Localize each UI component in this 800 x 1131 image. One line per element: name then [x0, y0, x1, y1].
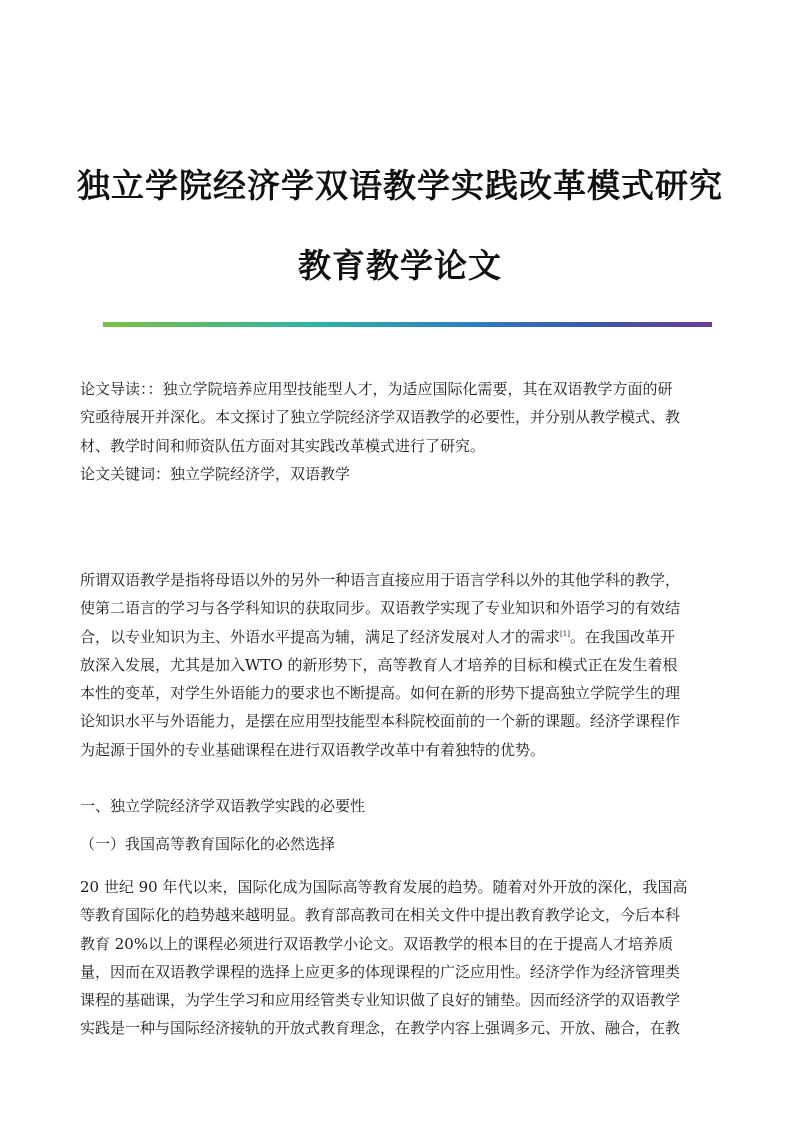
title-divider — [103, 322, 712, 327]
body-line: 为起源于国外的专业基础课程在进行双语教学改革中有着独特的优势。 — [80, 740, 546, 759]
body-line: 使第二语言的学习与各学科知识的获取同步。双语教学实现了专业知识和外语学习的有效结 — [80, 599, 681, 618]
intro-paragraph — [80, 566, 720, 764]
body-line-with-ref — [80, 623, 720, 651]
section-paragraph — [80, 873, 720, 1043]
body-line: 所谓双语教学是指将母语以外的另外一种语言直接应用于语言学科以外的其他学科的教学， — [80, 571, 681, 589]
abstract-line: 论文导读：：独立学院培养应用型技能型人才，为适应国际化需要，其在双语教学方面的研 — [80, 380, 673, 398]
body-line: 本性的变革，对学生外语能力的要求也不断提高。如何在新的形势下提高独立学院学生的理 — [80, 684, 681, 703]
page-title: 独立学院经济学双语教学实践改革模式研究 — [77, 166, 723, 205]
section-heading: 一、独立学院经济学双语教学实践的必要性 — [80, 797, 366, 815]
body-line: 论知识水平与外语能力，是摆在应用型技能型本科院校面前的一个新的课题。经济学课程作 — [80, 712, 681, 731]
body-line: 实践是一种与国际经济接轨的开放式教育理念，在教学内容上强调多元、开放、融合，在教 — [80, 1019, 681, 1038]
keywords: 论文关键词：独立学院经济学，双语教学 — [80, 464, 351, 483]
page-subtitle: 教育教学论文 — [298, 246, 502, 285]
abstract — [80, 375, 720, 488]
body-line-text: 合，以专业知识为主、外语水平提高为辅，满足了经济发展对人才的需求 — [80, 627, 561, 646]
body-line: 教育 20%以上的课程必须进行双语教学小论文。双语教学的根本目的在于提高人才培养质 — [80, 934, 674, 953]
citation-ref: [1] — [560, 629, 570, 638]
body-line: 等教育国际化的趋势越来越明显。教育部高教司在相关文件中提出教育教学论文，今后本科 — [80, 906, 681, 925]
body-line: 20 世纪 90 年代以来，国际化成为国际高等教育发展的趋势。随着对外开放的深化，我国高 — [80, 878, 688, 896]
abstract-line: 材、教学时间和师资队伍方面对其实践改革模式进行了研究。 — [80, 436, 486, 455]
body-line: 课程的基础课，为学生学习和应用经管类专业知识做了良好的铺垫。因而经济学的双语教学 — [80, 991, 681, 1010]
abstract-line: 究亟待展开并深化。本文探讨了独立学院经济学双语教学的必要性，并分别从教学模式、教 — [80, 408, 681, 427]
body-line-tail: 。在我国改革开 — [569, 627, 675, 646]
body-line: 放深入发展，尤其是加入WTO 的新形势下，高等教育人才培养的目标和模式正在发生着根 — [80, 655, 678, 674]
body-line: 量，因而在双语教学课程的选择上应更多的体现课程的广泛应用性。经济学作为经济管理类 — [80, 962, 681, 981]
subsection-heading: （一）我国高等教育国际化的必然选择 — [80, 835, 336, 853]
